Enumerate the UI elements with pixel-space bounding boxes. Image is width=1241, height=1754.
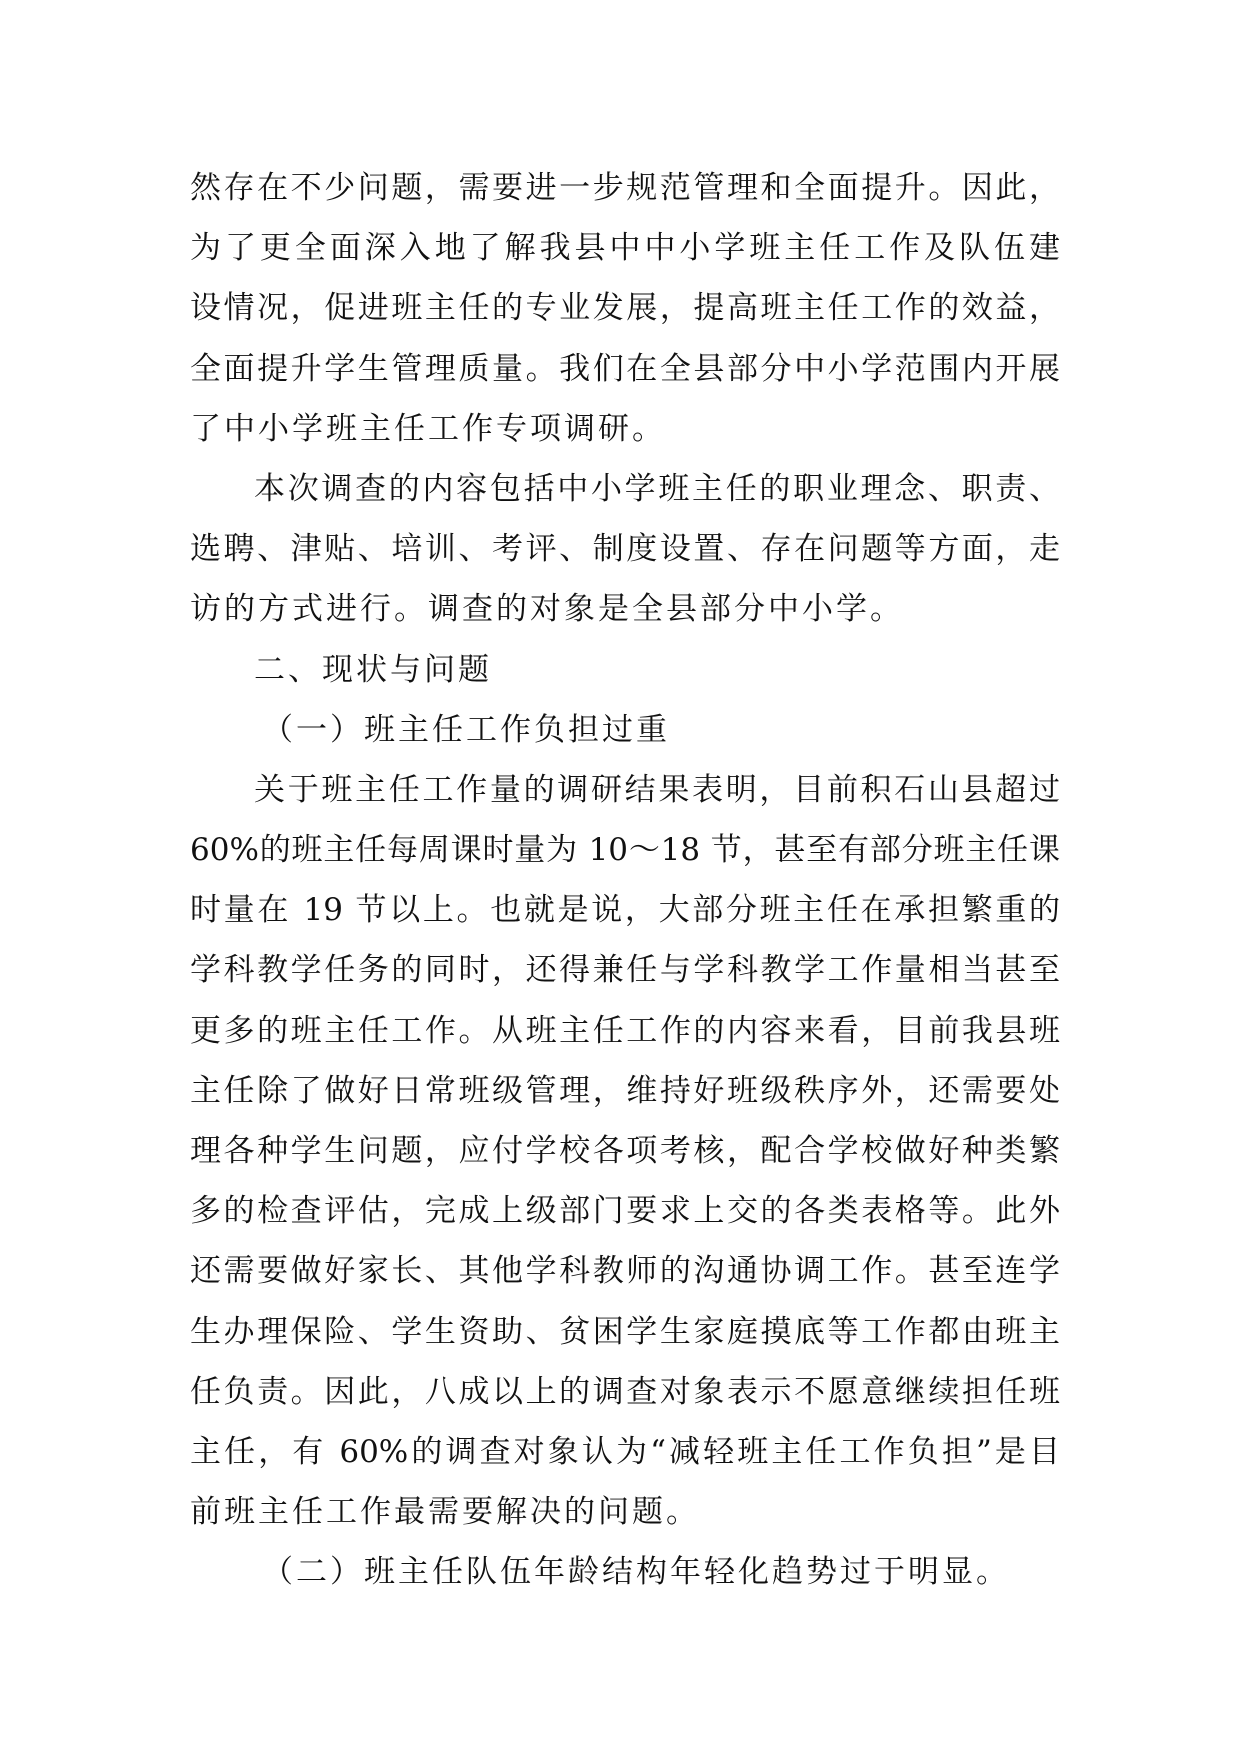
paragraph-line: 选聘、津贴、培训、考评、制度设置、存在问题等方面，走 [190,531,1060,568]
paragraph-line: 了中小学班主任工作专项调研。 [190,410,666,447]
subsection-heading: （二）班主任队伍年龄结构年轻化趋势过于明显。 [262,1554,1010,1591]
paragraph-line: 时量在 19 节以上。也就是说，大部分班主任在承担繁重的 [190,892,1060,929]
subsection-heading: （一）班主任工作负担过重 [262,711,670,748]
paragraph-line: 学科教学任务的同时，还得兼任与学科教学工作量相当甚至 [190,952,1060,989]
paragraph-line: 本次调查的内容包括中小学班主任的职业理念、职责、 [254,470,1060,507]
paragraph-line: 为了更全面深入地了解我县中中小学班主任工作及队伍建 [190,230,1060,267]
paragraph-line: 生办理保险、学生资助、贫困学生家庭摸底等工作都由班主 [190,1313,1060,1350]
paragraph-line: 主任，有 60%的调查对象认为“减轻班主任工作负担”是目 [190,1433,1060,1470]
section-heading: 二、现状与问题 [254,651,492,688]
document-body [190,158,1060,1603]
paragraph-line: 然存在不少问题，需要进一步规范管理和全面提升。因此， [190,170,1060,206]
paragraph-line: 60%的班主任每周课时量为 10～18 节，甚至有部分班主任课 [190,832,1060,869]
paragraph-line: 关于班主任工作量的调研结果表明，目前积石山县超过 [254,771,1060,808]
paragraph-line: 任负责。因此，八成以上的调查对象表示不愿意继续担任班 [190,1373,1060,1410]
paragraph-line: 更多的班主任工作。从班主任工作的内容来看，目前我县班 [190,1012,1060,1049]
paragraph-line: 多的检查评估，完成上级部门要求上交的各类表格等。此外 [190,1193,1060,1230]
paragraph-line: 理各种学生问题，应付学校各项考核，配合学校做好种类繁 [190,1133,1060,1169]
paragraph-line: 前班主任工作最需要解决的问题。 [190,1494,700,1531]
paragraph-line: 设情况，促进班主任的专业发展，提高班主任工作的效益， [190,290,1060,327]
paragraph-line: 还需要做好家长、其他学科教师的沟通协调工作。甚至连学 [190,1253,1060,1290]
paragraph-line: 主任除了做好日常班级管理，维持好班级秩序外，还需要处 [190,1072,1060,1109]
paragraph-line: 全面提升学生管理质量。我们在全县部分中小学范围内开展 [190,350,1060,387]
paragraph-line: 访的方式进行。调查的对象是全县部分中小学。 [190,591,904,628]
